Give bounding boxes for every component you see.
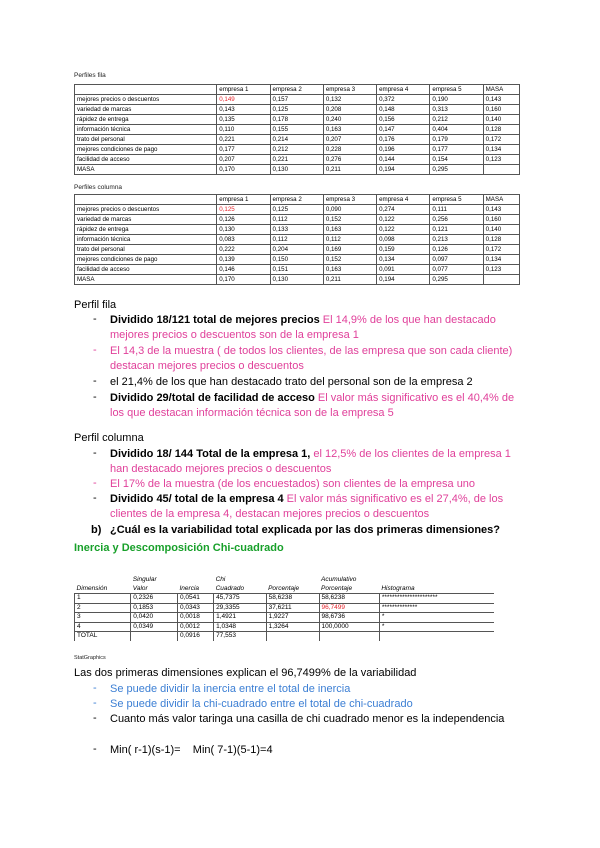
- columna-cell: 0,134: [483, 255, 519, 265]
- ci-header-cell: Acumulativo: [321, 576, 357, 583]
- fila-cell: 0,157: [270, 95, 323, 105]
- fila-cell: 0,211: [323, 165, 376, 175]
- bullet-dash-icon: -: [93, 712, 97, 724]
- ci-row: [75, 632, 495, 641]
- fila-cell: 0,176: [377, 135, 430, 145]
- columna-cell: 0,134: [377, 255, 430, 265]
- fila-cell: 0,154: [430, 155, 483, 165]
- ci-cell: [131, 632, 178, 641]
- fila-row: [75, 155, 520, 165]
- columna-header-cell: empresa 3: [323, 195, 376, 205]
- fila-cell: 0,194: [377, 165, 430, 175]
- columna-cell: 0,122: [377, 215, 430, 225]
- columna-cell: 0,170: [217, 275, 270, 285]
- ci-cell: 0,0012: [178, 622, 214, 632]
- fila-row: [75, 115, 520, 125]
- fila-cell: 0,155: [270, 125, 323, 135]
- fila-header-cell: empresa 5: [430, 85, 483, 95]
- fila-cell: 0,190: [430, 95, 483, 105]
- ci-cell: [319, 632, 379, 641]
- fila-row: [75, 145, 520, 155]
- perfil-columna-caption: Perfiles columna: [74, 184, 123, 191]
- fila-row: [75, 165, 520, 175]
- columna-cell: 0,211: [323, 275, 376, 285]
- fila-cell: 0,295: [430, 165, 483, 175]
- columna-row: [75, 275, 520, 285]
- columna-row-label: información técnica: [75, 235, 217, 245]
- fila-cell: 0,177: [430, 145, 483, 155]
- columna-cell: 0,274: [377, 205, 430, 215]
- fila-row-label: mejores condiciones de pago: [75, 145, 217, 155]
- fila-row-label: trato del personal: [75, 135, 217, 145]
- pf-bullet-1: Dividido 18/121 total de mejores precios El 14,9% de los que han destacado mejores precios o descuentos son de la empresa 1: [110, 314, 496, 341]
- columna-row: [75, 205, 520, 215]
- ci-cell: 58,6238: [266, 594, 319, 604]
- perfil-fila-title: Perfil fila: [74, 299, 117, 311]
- ci-cell: 0,0343: [178, 603, 214, 613]
- columna-cell: 0,112: [323, 235, 376, 245]
- ci-cell: 0,1853: [131, 603, 178, 613]
- perfil-fila-table: [74, 84, 520, 175]
- fila-cell: 0,207: [323, 135, 376, 145]
- fila-cell: 0,160: [483, 105, 519, 115]
- bullet-dash-icon: -: [93, 697, 97, 709]
- fila-cell: 0,143: [483, 95, 519, 105]
- ci-cell: 1,9227: [266, 613, 319, 623]
- bullet-dash-icon: -: [93, 477, 97, 489]
- columna-cell: 0,128: [483, 235, 519, 245]
- pf-bullet-2: El 14,3 de la muestra ( de todos los clientes, de las empresa que son cada cliente) destacan mejores precios o descuentos: [110, 345, 513, 372]
- columna-row: [75, 225, 520, 235]
- fila-cell: 0,240: [323, 115, 376, 125]
- fila-row-label: variedad de marcas: [75, 105, 217, 115]
- fila-cell: 0,196: [377, 145, 430, 155]
- ci-cell: 29,3355: [214, 603, 267, 613]
- columna-cell: 0,222: [217, 245, 270, 255]
- pc-bullet-1: Dividido 18/ 144 Total de la empresa 1, el 12,5% de los clientes de la empresa 1 han destacado mejores precios o descuentos: [110, 448, 511, 475]
- ci-header-cell: Singular: [132, 576, 157, 583]
- fila-cell: 0,156: [377, 115, 430, 125]
- columna-header-cell: empresa 5: [430, 195, 483, 205]
- ci-cell: 98,6736: [319, 613, 379, 623]
- ci-cell: 1,4921: [214, 613, 267, 623]
- bullet-dash-icon: -: [93, 375, 97, 387]
- fila-cell: 0,132: [323, 95, 376, 105]
- fila-cell: 0,177: [217, 145, 270, 155]
- ci-cell: 96,7499: [319, 603, 379, 613]
- columna-cell: 0,146: [217, 265, 270, 275]
- fila-header-cell: empresa 1: [217, 85, 270, 95]
- fila-cell: 0,372: [377, 95, 430, 105]
- ci-header-cell: Histograma: [379, 585, 494, 594]
- fila-row-label: facilidad de acceso: [75, 155, 217, 165]
- ci-cell: *: [379, 613, 494, 623]
- ci-header-cell: Cuadrado: [214, 585, 267, 594]
- columna-cell: 0,112: [270, 215, 323, 225]
- ci-header-cell: [266, 576, 319, 585]
- columna-header-cell: empresa 2: [270, 195, 323, 205]
- fila-row: [75, 125, 520, 135]
- c-bullet-2: Se puede dividir la chi-cuadrado entre el total de chi-cuadrado: [110, 698, 413, 710]
- columna-row: [75, 215, 520, 225]
- columna-row-label: mejores condiciones de pago: [75, 255, 217, 265]
- fila-cell: 0,276: [323, 155, 376, 165]
- statgraphics-label: StatGraphics: [74, 655, 106, 661]
- ci-cell: 0,0916: [178, 632, 214, 641]
- columna-cell: 0,140: [483, 225, 519, 235]
- ci-cell: 77,553: [214, 632, 267, 641]
- fila-cell: 0,212: [430, 115, 483, 125]
- ci-cell: 37,6211: [266, 603, 319, 613]
- fila-cell: 0,207: [217, 155, 270, 165]
- fila-cell: 0,123: [483, 155, 519, 165]
- fila-cell: 0,208: [323, 105, 376, 115]
- columna-cell: 0,169: [323, 245, 376, 255]
- header-blank-cell: [75, 85, 217, 95]
- ci-cell: 4: [75, 622, 131, 632]
- fila-row: [75, 105, 520, 115]
- ci-cell: **************: [379, 603, 494, 613]
- ci-row: [75, 594, 495, 604]
- conclusion-text: Las dos primeras dimensiones explican el 96,7499% de la variabilidad: [74, 667, 417, 679]
- columna-cell: 0,204: [270, 245, 323, 255]
- ci-cell: 2: [75, 603, 131, 613]
- fila-cell: 0,147: [377, 125, 430, 135]
- fila-row-label: MASA: [75, 165, 217, 175]
- ci-row: [75, 603, 495, 613]
- columna-cell: 0,163: [323, 265, 376, 275]
- columna-cell: 0,151: [270, 265, 323, 275]
- ci-cell: 1: [75, 594, 131, 604]
- columna-row: [75, 245, 520, 255]
- columna-cell: 0,097: [430, 255, 483, 265]
- fila-header-cell: empresa 4: [377, 85, 430, 95]
- ci-cell: 3: [75, 613, 131, 623]
- fila-cell: 0,214: [270, 135, 323, 145]
- fila-cell: 0,130: [270, 165, 323, 175]
- bullet-dash-icon: -: [93, 743, 97, 755]
- fila-cell: 0,149: [217, 95, 270, 105]
- ci-header-cell: Chi: [215, 576, 226, 583]
- ci-cell: 58,6238: [319, 594, 379, 604]
- fila-cell: 0,110: [217, 125, 270, 135]
- fila-cell: 0,148: [377, 105, 430, 115]
- bullet-dash-icon: -: [93, 447, 97, 459]
- pc-bullet-3: Dividido 45/ total de la empresa 4 El valor más significativo es el 27,4%, de los clientes de la empresa 4, destacan mejores precios o descuentos: [110, 493, 504, 520]
- ci-header-cell: [379, 576, 494, 585]
- perfil-fila-caption: Perfiles fila: [74, 72, 106, 79]
- fila-cell: 0,212: [270, 145, 323, 155]
- c-bullet-1: Se puede dividir la inercia entre el total de inercia: [110, 683, 351, 695]
- columna-row-label: mejores precios o descuentos: [75, 205, 217, 215]
- columna-cell: 0,125: [217, 205, 270, 215]
- columna-row-label: facilidad de acceso: [75, 265, 217, 275]
- ci-cell: 100,0000: [319, 622, 379, 632]
- ci-cell: 1,3264: [266, 622, 319, 632]
- columna-cell: 0,130: [217, 225, 270, 235]
- fila-cell: 0,170: [217, 165, 270, 175]
- bullet-dash-icon: -: [93, 344, 97, 356]
- ci-row: [75, 622, 495, 632]
- fila-header-cell: empresa 2: [270, 85, 323, 95]
- columna-row: [75, 265, 520, 275]
- chi-square-table: [74, 576, 494, 641]
- ci-cell: *: [379, 622, 494, 632]
- columna-cell: 0,130: [270, 275, 323, 285]
- fila-cell: 0,143: [217, 105, 270, 115]
- ci-header-cell: Porcentaje: [266, 585, 319, 594]
- pf-bullet-4: Dividido 29/total de facilidad de acceso El valor más significativo es el 40,4% de los que destacan información técnica son de la empresa 5: [110, 392, 515, 419]
- ci-cell: [379, 632, 494, 641]
- fila-row: [75, 135, 520, 145]
- ci-cell: 0,2326: [131, 594, 178, 604]
- fila-cell: 0,313: [430, 105, 483, 115]
- ci-cell: 0,0541: [178, 594, 214, 604]
- columna-cell: 0,122: [377, 225, 430, 235]
- c-bullet-4: Min( r-1)(s-1)= Min( 7-1)(5-1)=4: [110, 744, 273, 756]
- question-b-label: b): [91, 524, 102, 536]
- columna-cell: 0,150: [270, 255, 323, 265]
- columna-cell: 0,256: [430, 215, 483, 225]
- ci-header-cell: [75, 576, 131, 585]
- bullet-dash-icon: -: [93, 313, 97, 325]
- fila-cell: 0,128: [483, 125, 519, 135]
- fila-cell: 0,135: [217, 115, 270, 125]
- columna-cell: 0,139: [217, 255, 270, 265]
- columna-cell: 0,090: [323, 205, 376, 215]
- fila-header-cell: MASA: [483, 85, 519, 95]
- columna-row: [75, 235, 520, 245]
- fila-cell: 0,144: [377, 155, 430, 165]
- columna-cell: 0,160: [483, 215, 519, 225]
- fila-cell: [483, 165, 519, 175]
- fila-row-label: mejores precios o descuentos: [75, 95, 217, 105]
- header-blank-cell: [75, 195, 217, 205]
- ci-header-cell: [178, 576, 214, 585]
- columna-cell: 0,152: [323, 255, 376, 265]
- ci-cell: 0,0018: [178, 613, 214, 623]
- ci-cell: 0,0349: [131, 622, 178, 632]
- fila-cell: 0,163: [323, 125, 376, 135]
- fila-cell: 0,221: [270, 155, 323, 165]
- fila-cell: 0,178: [270, 115, 323, 125]
- fila-cell: 0,134: [483, 145, 519, 155]
- columna-cell: 0,083: [217, 235, 270, 245]
- ci-row: [75, 613, 495, 623]
- columna-header-cell: MASA: [483, 195, 519, 205]
- ci-cell: 0,0420: [131, 613, 178, 623]
- columna-header-cell: empresa 4: [377, 195, 430, 205]
- bullet-dash-icon: -: [93, 391, 97, 403]
- columna-row-label: variedad de marcas: [75, 215, 217, 225]
- columna-row-label: trato del personal: [75, 245, 217, 255]
- columna-cell: 0,125: [270, 205, 323, 215]
- fila-cell: 0,221: [217, 135, 270, 145]
- columna-row: [75, 255, 520, 265]
- columna-cell: [483, 275, 519, 285]
- columna-header-cell: empresa 1: [217, 195, 270, 205]
- columna-cell: 0,123: [483, 265, 519, 275]
- columna-cell: 0,112: [270, 235, 323, 245]
- ci-cell: 1,0348: [214, 622, 267, 632]
- fila-cell: 0,172: [483, 135, 519, 145]
- bullet-dash-icon: -: [93, 682, 97, 694]
- columna-cell: 0,159: [377, 245, 430, 255]
- ci-header-cell: Porcentaje: [319, 585, 379, 594]
- question-b: ¿Cuál es la variabilidad total explicada por las dos primeras dimensiones?: [110, 524, 501, 536]
- ci-cell: TOTAL: [75, 632, 131, 641]
- columna-cell: 0,077: [430, 265, 483, 275]
- fila-cell: 0,228: [323, 145, 376, 155]
- perfil-columna-table: [74, 194, 520, 285]
- columna-cell: 0,172: [483, 245, 519, 255]
- columna-cell: 0,121: [430, 225, 483, 235]
- columna-cell: 0,133: [270, 225, 323, 235]
- pf-bullet-3: el 21,4% de los que han destacado trato del personal son de la empresa 2: [110, 376, 473, 388]
- columna-cell: 0,295: [430, 275, 483, 285]
- fila-cell: 0,140: [483, 115, 519, 125]
- ci-cell: **********************: [379, 594, 494, 604]
- fila-row: [75, 95, 520, 105]
- ci-header-cell: Inercia: [178, 585, 214, 594]
- ci-header-cell: Dimensión: [75, 585, 131, 594]
- perfil-columna-title: Perfil columna: [74, 432, 144, 444]
- inercia-title: Inercia y Descomposición Chi-cuadrado: [74, 542, 284, 554]
- fila-cell: 0,125: [270, 105, 323, 115]
- fila-row-label: información técnica: [75, 125, 217, 135]
- columna-row-label: MASA: [75, 275, 217, 285]
- columna-cell: 0,091: [377, 265, 430, 275]
- bullet-dash-icon: -: [93, 492, 97, 504]
- ci-header-cell: Valor: [131, 585, 178, 594]
- fila-cell: 0,179: [430, 135, 483, 145]
- fila-header-cell: empresa 3: [323, 85, 376, 95]
- ci-cell: [266, 632, 319, 641]
- columna-cell: 0,152: [323, 215, 376, 225]
- columna-cell: 0,126: [217, 215, 270, 225]
- columna-cell: 0,163: [323, 225, 376, 235]
- columna-cell: 0,111: [430, 205, 483, 215]
- columna-row-label: rápidez de entrega: [75, 225, 217, 235]
- c-bullet-3: Cuanto más valor taringa una casilla de chi cuadrado menor es la independencia: [110, 713, 505, 725]
- fila-row-label: rápidez de entrega: [75, 115, 217, 125]
- columna-cell: 0,143: [483, 205, 519, 215]
- columna-cell: 0,194: [377, 275, 430, 285]
- ci-cell: 45,7375: [214, 594, 267, 604]
- columna-cell: 0,126: [430, 245, 483, 255]
- columna-cell: 0,098: [377, 235, 430, 245]
- columna-cell: 0,213: [430, 235, 483, 245]
- pc-bullet-2: El 17% de la muestra (de los encuestados) son clientes de la empresa uno: [110, 478, 476, 490]
- fila-cell: 0,404: [430, 125, 483, 135]
